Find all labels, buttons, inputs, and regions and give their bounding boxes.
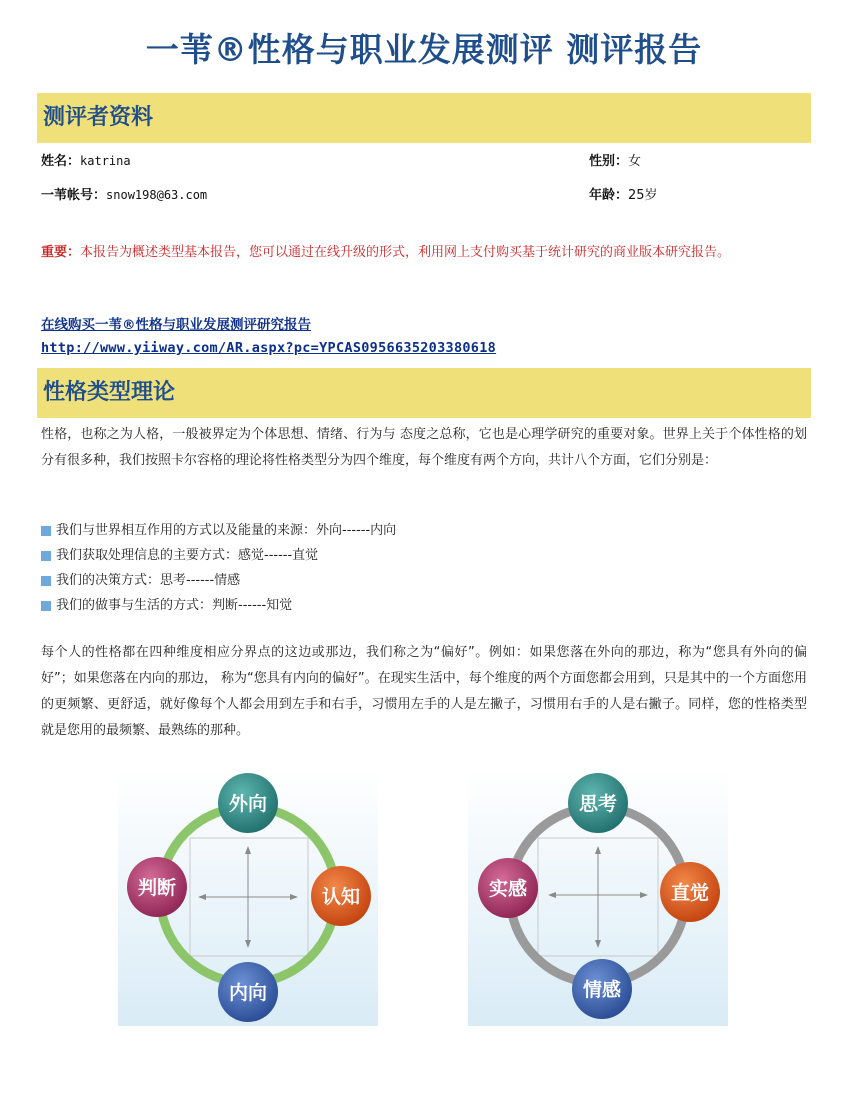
account-label: 一苇帐号：	[41, 188, 107, 203]
node-left-label: 判断	[137, 877, 177, 899]
list-item: 我们的决策方式：思考------情感	[41, 568, 396, 593]
account-row	[41, 184, 207, 203]
theory-intro: 性格，也称之为人格，一般被界定为个体思想、情绪、行为与 态度之总称，它也是心理学研究的重要对象。世界上关于个体性格的划分有很多种，我们按照卡尔容格的理论将性格类型分为四个维度，每个维度有两个方向，共计八个方面，它们分别是：	[41, 427, 807, 468]
name-value: katrina	[80, 154, 131, 168]
name-row	[41, 150, 131, 169]
purchase-link[interactable]: 在线购买一苇®性格与职业发展测评研究报告	[41, 317, 311, 333]
age-row	[589, 184, 658, 203]
section-heading: 测评者资料	[43, 105, 154, 130]
age-label: 年龄：	[589, 188, 629, 203]
notice-label: 重要：	[41, 245, 81, 260]
name-label: 姓名：	[41, 154, 81, 169]
gender-row	[589, 150, 641, 169]
node-bottom-label: 情感	[582, 979, 622, 1001]
age-value: 25岁	[628, 188, 658, 203]
node-top-label: 思考	[578, 793, 618, 815]
gender-label: 性别：	[589, 154, 629, 169]
section-header-profile	[37, 93, 811, 143]
bullet-square-icon	[41, 576, 51, 586]
report-title: 一苇®性格与职业发展测评 测评报告	[145, 30, 703, 69]
bullet-square-icon	[41, 601, 51, 611]
purchase-url-link[interactable]: http://www.yiiway.com/AR.aspx?pc=YPCAS0956635203380618	[41, 340, 497, 356]
bullet-square-icon	[41, 551, 51, 561]
notice-text: 本报告为概述类型基本报告，您可以通过在线升级的形式，利用网上支付购买基于统计研究的商业版本研究报告。	[80, 245, 731, 260]
list-item: 我们的做事与生活的方式：判断------知觉	[41, 593, 396, 618]
node-left-label: 实感	[488, 878, 528, 900]
dimension-list	[41, 518, 396, 618]
list-item: 我们与世界相互作用的方式以及能量的来源：外向------内向	[41, 518, 396, 543]
node-top-label: 外向	[228, 793, 268, 815]
gender-value: 女	[628, 154, 642, 169]
section-header-theory	[37, 368, 811, 418]
node-right-label: 认知	[321, 886, 361, 908]
dimension-diagram-energy	[118, 768, 378, 1026]
node-right-label: 直觉	[670, 882, 710, 904]
section-heading: 性格类型理论	[43, 380, 176, 405]
account-value: snow198@63.com	[106, 188, 208, 202]
theory-explanation: 每个人的性格都在四种维度相应分界点的这边或那边，我们称之为“偏好”。例如：如果您落在外向的那边，称为“您具有外向的偏好”；如果您落在内向的那边， 称为“您具有内向的偏好”。在现实生活中，每个维度的两个方面您都会用到，只是其中的一个方面您用的更频繁、更舒适，就好像每个人都会用到左手和右手，习惯用左手的人是左撇子，习惯用右手的人是右撇子。同样，您的性格类型就是您用的最频繁、最熟练的那种。	[41, 645, 807, 738]
list-item: 我们获取处理信息的主要方式：感觉------直觉	[41, 543, 396, 568]
important-notice	[41, 240, 811, 266]
node-bottom-label: 内向	[228, 982, 268, 1004]
dimension-diagram-perception	[468, 768, 728, 1026]
bullet-square-icon	[41, 526, 51, 536]
